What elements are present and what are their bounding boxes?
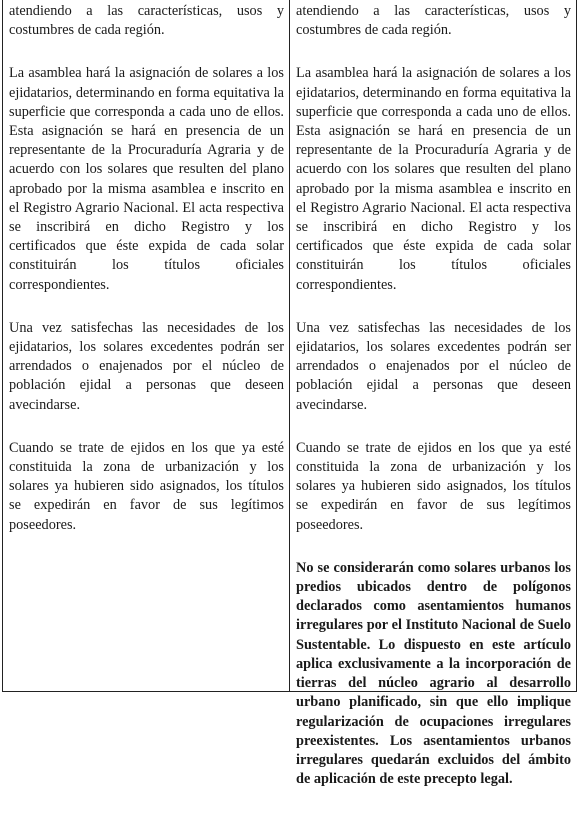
left-column — [9, 2, 284, 559]
left-paragraph-2: La asamblea hará la asignación de solares a los ejidatarios, determinando en forma equitativa la superficie que corresponda a cada uno de ellos. Esta asignación se hará en presencia de un representante de la Procuraduría Agraria y de acuerdo con los solares que resulten del plano aprobado por la misma asamblea e inscrito en el Registro Agrario Nacional. El acta respectiva se inscribirá en dicho Registro y los certificados que éste expida de cada solar constituirán los títulos oficiales correspondientes. — [9, 65, 284, 293]
right-added-paragraph: No se considerarán como solares urbanos los predios ubicados dentro de polígonos declarados como asentamientos humanos irregulares por el Instituto Nacional de Suelo Sustentable. Lo dispuesto en este artículo aplica exclusivamente a la incorporación de tierras del núcleo agrario al desarrollo urbano planificado, sin que ello implique regularización de ocupaciones irregulares preexistentes. Los asentamientos urbanos irregulares quedarán excluidos del ámbito de aplicación de este precepto legal. — [296, 559, 571, 788]
column-divider — [289, 0, 290, 691]
left-paragraph-4: Cuando se trate de ejidos en los que ya esté constituida la zona de urbanización y los solares ya hubieren sido asignados, los títulos se expedirán en favor de sus legítimos poseedores. — [9, 439, 284, 533]
right-paragraph-3: Una vez satisfechas las necesidades de los ejidatarios, los solares excedentes podrán ser arrendados o enajenados por el núcleo de población ejidal a personas que deseen avecindarse. — [296, 319, 571, 413]
comparison-table — [2, 0, 577, 788]
left-paragraph-3: Una vez satisfechas las necesidades de los ejidatarios, los solares excedentes podrán ser arrendados o enajenados por el núcleo de población ejidal a personas que deseen avecindarse. — [9, 319, 284, 413]
right-paragraph-1: atendiendo a las características, usos y costumbres de cada región. — [296, 3, 571, 39]
right-paragraph-4: Cuando se trate de ejidos en los que ya esté constituida la zona de urbanización y los solares ya hubieren sido asignados, los títulos se expedirán en favor de sus legítimos poseedores. — [296, 439, 571, 533]
right-column — [296, 2, 571, 813]
left-paragraph-1: atendiendo a las características, usos y costumbres de cada región. — [9, 3, 284, 39]
right-paragraph-2: La asamblea hará la asignación de solares a los ejidatarios, determinando en forma equitativa la superficie que corresponda a cada uno de ellos. Esta asignación se hará en presencia de un representante de la Procuraduría Agraria y de acuerdo con los solares que resulten del plano aprobado por la misma asamblea e inscrito en el Registro Agrario Nacional. El acta respectiva se inscribirá en dicho Registro y los certificados que éste expida de cada solar constituirán los títulos oficiales correspondientes. — [296, 65, 571, 293]
